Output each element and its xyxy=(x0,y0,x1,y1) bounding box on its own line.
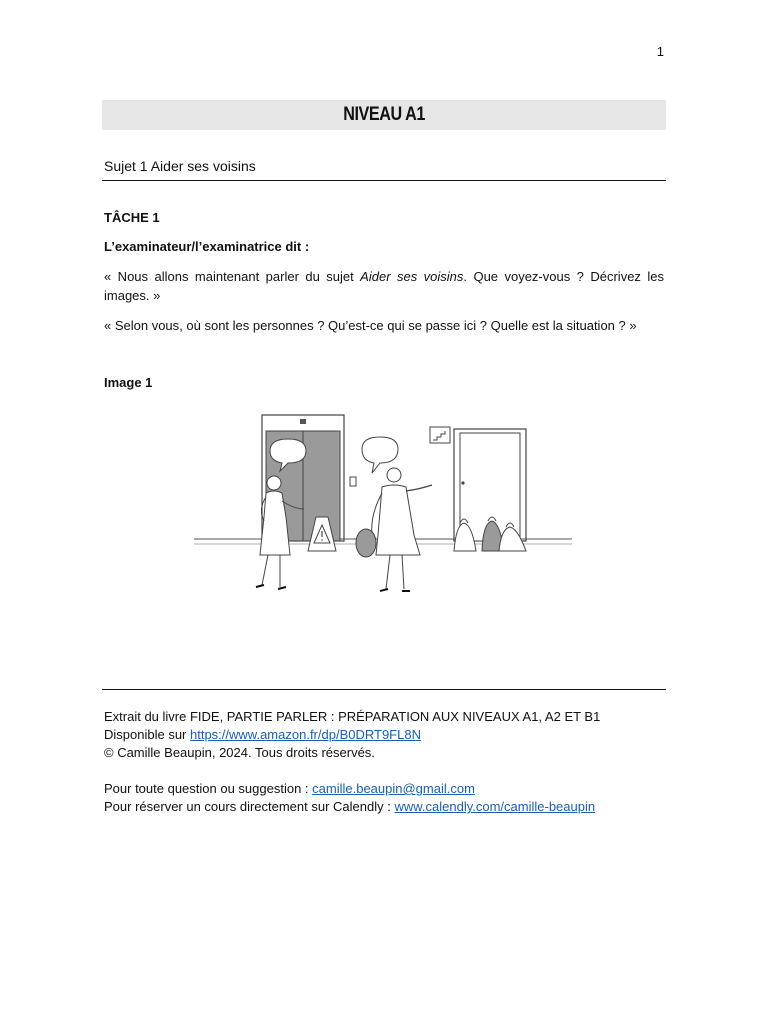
hallway-illustration xyxy=(194,405,574,601)
examiner-line: L’examinateur/l’examinatrice dit : xyxy=(104,239,310,254)
instruction-paragraph-1 xyxy=(104,267,664,305)
para1-before: « Nous allons maintenant parler du sujet xyxy=(104,269,361,284)
available-line xyxy=(104,726,600,744)
page-number: 1 xyxy=(656,44,664,59)
footer xyxy=(104,708,600,816)
level-title: NIVEAU A1 xyxy=(343,104,425,125)
task-label: TÂCHE 1 xyxy=(104,210,160,225)
footer-spacer xyxy=(104,762,600,780)
question-prefix: Pour toute question ou suggestion : xyxy=(104,781,313,796)
question-line xyxy=(104,780,600,798)
calendly-prefix: Pour réserver un cours directement sur Calendly : xyxy=(104,799,395,814)
para1-italic: Aider ses voisins xyxy=(360,269,464,284)
calendly-line xyxy=(104,798,600,816)
elevator-button-icon xyxy=(350,477,356,486)
image-label: Image 1 xyxy=(104,375,153,390)
stairs-sign-icon xyxy=(430,427,450,443)
calendly-link[interactable]: www.calendly.com/camille-beaupin xyxy=(394,799,596,814)
top-divider xyxy=(102,180,666,181)
level-banner xyxy=(102,100,666,130)
extract-line: Extrait du livre FIDE, PARTIE PARLER : PRÉPARATION AUX NIVEAUX A1, A2 ET B1 xyxy=(104,709,601,724)
available-prefix: Disponible sur xyxy=(104,727,190,742)
bottom-divider xyxy=(102,689,666,690)
instruction-paragraph-2: « Selon vous, où sont les personnes ? Qu’est-ce qui se passe ici ? Quelle est la situation ? » xyxy=(104,318,637,333)
para1-after: . Que voyez-vous ? Décrivez les images. » xyxy=(104,269,664,303)
subject-title: Sujet 1 Aider ses voisins xyxy=(104,158,256,174)
woman-right xyxy=(356,437,432,591)
email-link[interactable]: camille.beaupin@gmail.com xyxy=(312,781,475,796)
copyright-line: © Camille Beaupin, 2024. Tous droits réservés. xyxy=(104,745,375,760)
amazon-link[interactable]: https://www.amazon.fr/dp/B0DRT9FL8N xyxy=(190,727,421,742)
